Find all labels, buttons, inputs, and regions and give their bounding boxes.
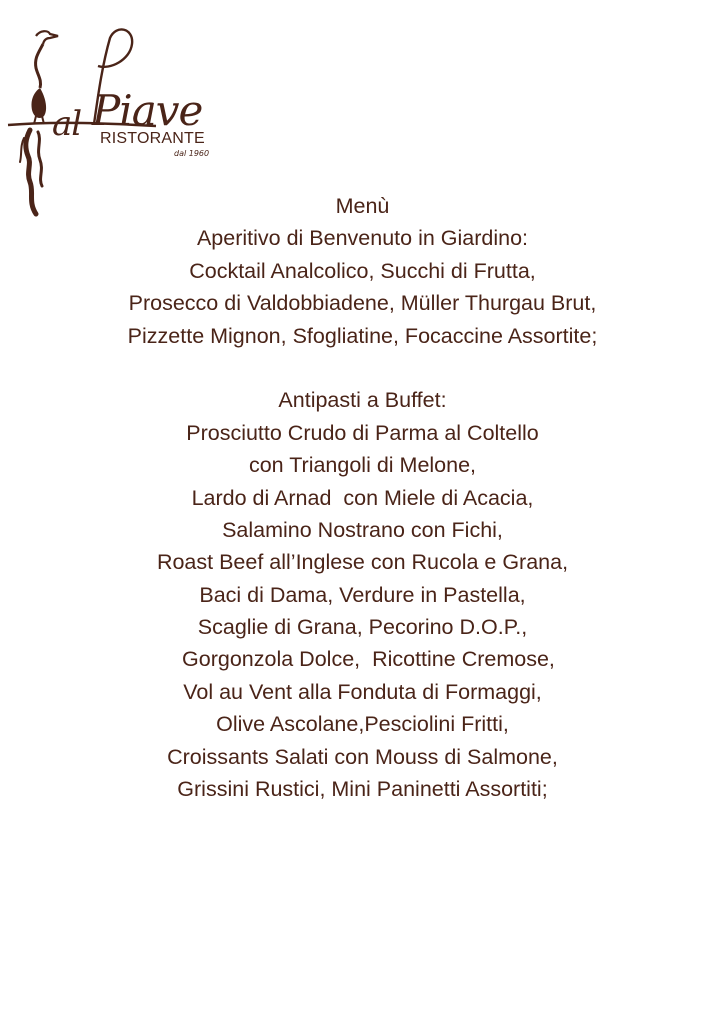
menu-line: Roast Beef all’Inglese con Rucola e Grana,: [156, 550, 569, 575]
menu-line: Grissini Rustici, Mini Paninetti Assortiti;: [177, 777, 548, 802]
menu-title: Menù: [335, 194, 390, 218]
menu-line: Gorgonzola Dolce, Ricottine Cremose,: [170, 647, 555, 672]
menu-line: Prosecco di Valdobbiadene, Müller Thurgau Brut,: [128, 291, 597, 316]
logo-since: dal 1960: [174, 149, 210, 158]
menu-line: Prosciutto Crudo di Parma al Coltello: [186, 420, 539, 445]
menu-line: Vol au Vent alla Fonduta di Formaggi,: [183, 679, 542, 704]
menu-line: Cocktail Analcolico, Succhi di Frutta,: [189, 258, 536, 283]
menu-line: Scaglie di Grana, Pecorino D.O.P.,: [197, 615, 528, 640]
menu-line: Croissants Salati con Mouss di Salmone,: [167, 744, 558, 769]
menu-line: Salamino Nostrano con Fichi,: [222, 517, 503, 542]
menu-line: Olive Ascolane,Pesciolini Fritti,: [216, 712, 509, 737]
menu-line: Pizzette Mignon, Sfogliatine, Focaccine Assortite;: [127, 323, 598, 348]
logo-subtitle: RISTORANTE: [100, 130, 205, 147]
logo-piave-text: Piave: [92, 86, 203, 135]
menu-line: con Triangoli di Melone,: [248, 453, 477, 478]
menu-section-heading: Aperitivo di Benvenuto in Giardino:: [196, 226, 529, 251]
menu-blank-line: [0, 352, 725, 384]
menu-section-heading: Antipasti a Buffet:: [278, 388, 447, 413]
logo-al-text: al: [52, 104, 82, 144]
menu-line: Lardo di Arnad con Miele di Acacia,: [191, 485, 534, 510]
menu-line: Baci di Dama, Verdure in Pastella,: [199, 582, 526, 607]
menu-text: [0, 190, 725, 805]
